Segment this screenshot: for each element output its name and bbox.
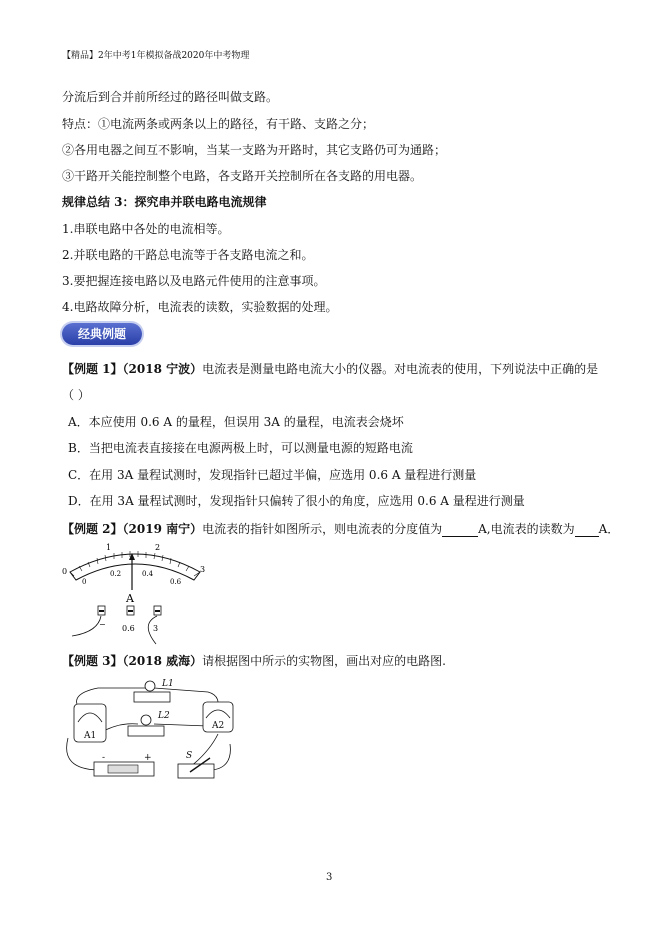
text-line: 分流后到合并前所经过的路径叫做支路。: [62, 90, 279, 104]
question-1-stem: [62, 360, 598, 377]
page-number: 3: [326, 872, 333, 883]
option-b: B．当把电流表直接接在电源两极上时，可以测量电源的短路电流: [68, 441, 413, 455]
question-2-stem: [62, 520, 619, 537]
label-minus: -: [102, 753, 106, 763]
label-s: S: [186, 751, 193, 761]
question-2-text-b: A,电流表的读数为: [478, 522, 575, 536]
inner-tick-label: 0.2: [110, 570, 122, 578]
option-a: A．本应使用 0.6 A 的量程，但误用 3A 的量程，电流表会烧坏: [68, 415, 404, 429]
text-line: ②各用电器之间互不影响，当某一支路为开路时，其它支路仍可为通路；: [62, 143, 447, 157]
page-header: 【精品】2年中考1年模拟备战2020年中考物理: [62, 51, 250, 61]
label-a2: A2: [212, 721, 225, 731]
text-line: 4.电路故障分析，电流表的读数，实验数据的处理。: [62, 300, 338, 314]
question-3-tag: 【例题 3】（2018 威海）: [62, 654, 203, 668]
circuit-figure: [58, 674, 248, 794]
outer-tick-label: 3: [200, 565, 206, 574]
outer-tick-label: 1: [106, 543, 112, 552]
inner-tick-label: 0.4: [142, 570, 154, 578]
answer-blank[interactable]: [575, 524, 599, 537]
example-badge: 经典例题: [62, 323, 142, 345]
question-1-paren: （ ）: [62, 388, 90, 402]
inner-tick-label: 0.6: [170, 578, 182, 586]
text-line: 特点：①电流两条或两条以上的路径，有干路、支路之分；: [62, 117, 375, 131]
question-2-text-a: 电流表的指针如图所示，则电流表的分度值为: [202, 522, 443, 536]
label-a1: A1: [84, 731, 97, 741]
question-1-text: 电流表是测量电路电流大小的仪器。对电流表的使用，下列说法中正确的是: [202, 362, 599, 376]
option-c: C．在用 3A 量程试测时，发现指针已超过半偏，应选用 0.6 A 量程进行测量: [68, 468, 477, 482]
answer-blank[interactable]: [442, 524, 478, 537]
label-l1: L1: [162, 679, 174, 689]
question-2-text-c: A．: [598, 522, 620, 536]
outer-tick-label: 0: [62, 567, 68, 576]
outer-tick-label: 2: [155, 543, 161, 552]
question-2-tag: 【例题 2】（2019 南宁）: [62, 522, 203, 536]
question-3-stem: [62, 652, 446, 669]
meter-unit: A: [126, 592, 134, 605]
text-line: 2.并联电路的干路总电流等于各支路电流之和。: [62, 248, 314, 262]
ammeter-figure: [60, 540, 210, 645]
section-heading: 规律总结 3：探究串并联电路电流规律: [62, 195, 267, 209]
terminal-label: −: [99, 620, 106, 629]
question-1-tag: 【例题 1】（2018 宁波）: [62, 362, 203, 376]
label-l2: L2: [158, 711, 170, 721]
terminal-label: 0.6: [122, 624, 135, 633]
option-d: D．在用 3A 量程试测时，发现指针只偏转了很小的角度，应选用 0.6 A 量程进行测量: [68, 494, 525, 508]
text-line: 1.串联电路中各处的电流相等。: [62, 222, 230, 236]
question-3-text: 请根据图中所示的实物图，画出对应的电路图.: [202, 654, 446, 668]
label-plus: +: [144, 753, 152, 763]
text-line: 3.要把握连接电路以及电路元件使用的注意事项。: [62, 274, 326, 288]
inner-tick-label: 0: [82, 578, 87, 586]
text-line: ③干路开关能控制整个电路，各支路开关控制所在各支路的用电器。: [62, 169, 423, 183]
terminal-label: 3: [153, 624, 159, 633]
